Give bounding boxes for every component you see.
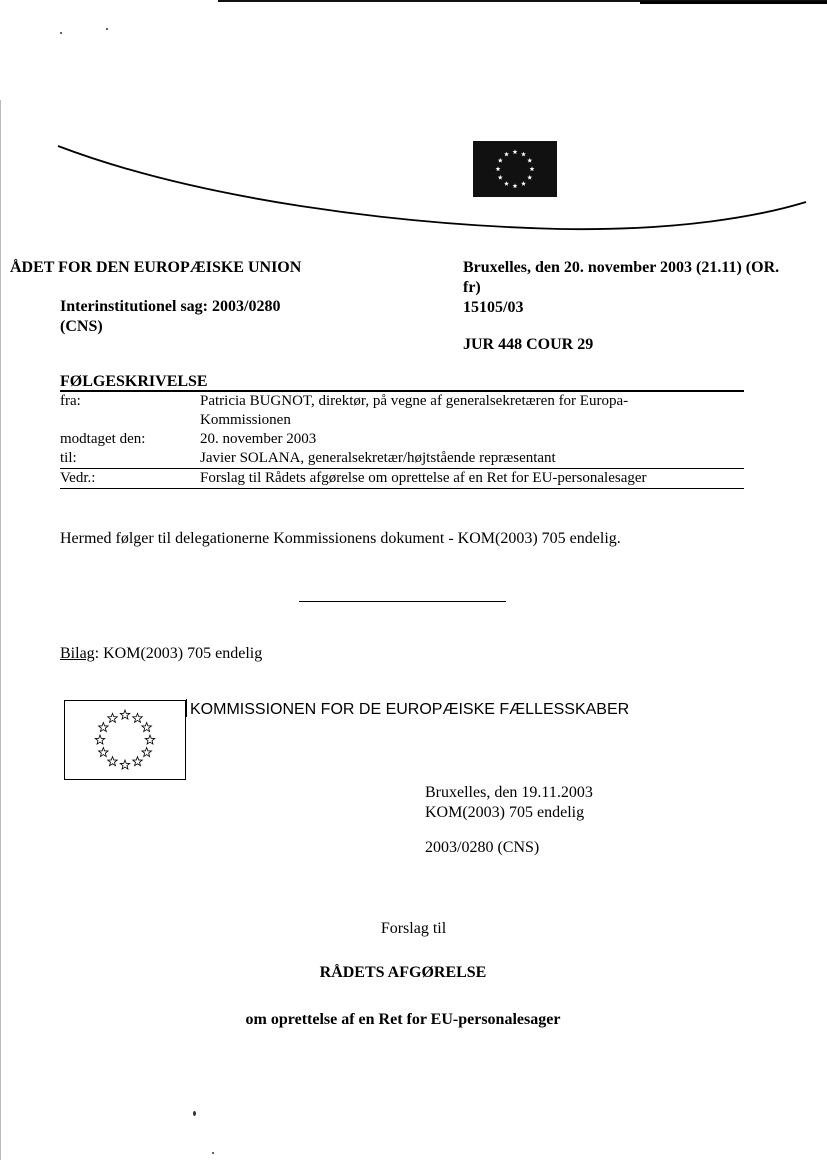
doc-number: 15105/03 <box>463 299 524 316</box>
star-icon <box>513 183 518 188</box>
row-label: fra: <box>60 393 81 409</box>
row-value: 20. november 2003 <box>200 431 317 447</box>
star-icon <box>133 757 143 766</box>
commission-ref: KOM(2003) 705 endelig <box>425 804 585 821</box>
annex-label: Bilag <box>60 645 95 662</box>
proposal-intro: Forslag til <box>380 920 447 937</box>
commission-name: KOMMISSIONEN FOR DE EUROPÆISKE FÆLLESSKABER <box>190 701 630 718</box>
row-label: modtaget den: <box>60 431 146 447</box>
star-icon <box>504 181 509 186</box>
body-text: Hermed følger til delegationerne Kommissionens dokument - KOM(2003) 705 endelig. <box>60 530 621 547</box>
eu-flag-stars <box>473 141 557 197</box>
star-icon <box>498 158 503 163</box>
star-icon <box>527 158 532 163</box>
interinstitutional-case: Interinstitutionel sag: 2003/0280 <box>60 298 281 315</box>
scan-edge <box>0 100 1 1160</box>
annex-text: : KOM(2003) 705 endelig <box>94 645 263 662</box>
star-icon <box>527 175 532 180</box>
star-icon <box>99 748 109 757</box>
place-date: Bruxelles, den 20. november 2003 (21.11) (OR. <box>463 259 780 276</box>
procedure-number: 2003/0280 (CNS) <box>425 839 540 856</box>
table-row <box>60 469 744 489</box>
star-icon <box>108 713 118 722</box>
star-icon <box>133 713 143 722</box>
star-icon <box>120 710 130 719</box>
commission-rule <box>186 699 187 717</box>
section-divider <box>299 601 506 602</box>
star-icon <box>142 748 152 757</box>
star-icon <box>120 760 130 769</box>
row-value: Forslag til Rådets afgørelse om oprettelse af en Ret for EU-personalesager <box>200 469 744 489</box>
star-icon <box>504 152 509 157</box>
row-value: Javier SOLANA, generalsekretær/højtstående repræsentant <box>200 450 556 466</box>
star-icon <box>95 735 105 744</box>
row-label: til: <box>60 450 77 466</box>
scan-speck <box>212 1152 214 1154</box>
scan-speck <box>106 28 108 30</box>
cover-note-table <box>60 392 744 489</box>
table-row <box>60 392 744 430</box>
star-icon <box>521 152 526 157</box>
letterhead-swoosh <box>0 130 827 240</box>
council-name: ÅDET FOR DEN EUROPÆISKE UNION <box>10 259 302 276</box>
table-row <box>60 430 744 449</box>
proposal-subtitle: om oprettelse af en Ret for EU-personalesager <box>245 1011 561 1028</box>
doc-codes: JUR 448 COUR 29 <box>463 336 594 353</box>
table-row <box>60 449 744 469</box>
place-date-cont: fr) <box>463 279 481 296</box>
annex-line <box>60 644 262 664</box>
scan-speck <box>60 32 62 34</box>
proposal-title: RÅDETS AFGØRELSE <box>319 964 487 981</box>
star-icon <box>521 181 526 186</box>
star-icon <box>513 149 518 154</box>
star-icon <box>108 757 118 766</box>
interinstitutional-case-cont: (CNS) <box>60 318 103 335</box>
eu-flag-outline-icon <box>64 700 186 780</box>
star-icon <box>496 166 501 171</box>
commission-date: Bruxelles, den 19.11.2003 <box>425 784 593 801</box>
star-icon <box>498 175 503 180</box>
star-icon <box>99 723 109 732</box>
star-icon <box>145 735 155 744</box>
row-value-line: Patricia BUGNOT, direktør, på vegne af generalsekretæren for Europa- <box>200 393 629 409</box>
row-value-line: Kommissionen <box>200 412 291 428</box>
top-rule-accent <box>640 1 827 4</box>
star-icon <box>142 723 152 732</box>
eu-flag-outline-stars <box>65 701 185 779</box>
eu-flag-icon <box>473 141 557 197</box>
row-label: Vedr.: <box>60 469 200 489</box>
scan-speck <box>193 1111 196 1116</box>
row-value <box>200 392 744 430</box>
star-icon <box>530 166 535 171</box>
cover-note-title: FØLGESKRIVELSE <box>60 373 208 390</box>
